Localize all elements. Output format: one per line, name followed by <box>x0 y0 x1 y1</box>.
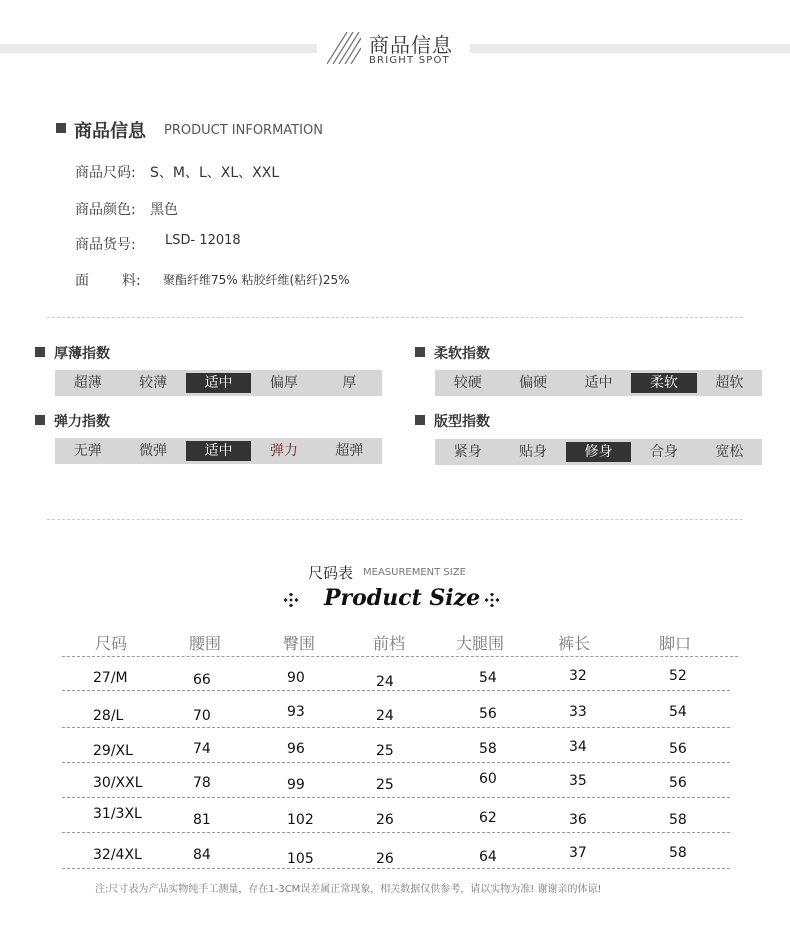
fit-option: 紧身 <box>453 444 482 460</box>
table-cell: 90 <box>287 670 305 686</box>
fit-title: 版型指数 <box>434 414 490 430</box>
elasticity-option: 弹力 <box>269 443 298 459</box>
softness-option: 偏硬 <box>519 375 548 391</box>
ornament-left-icon <box>284 593 298 607</box>
table-cell: 56 <box>669 775 687 791</box>
table-header-cell: 大腿围 <box>456 634 505 653</box>
table-cell: 56 <box>479 706 497 722</box>
table-header-cell: 臀围 <box>283 634 316 653</box>
table-cell: 64 <box>479 849 497 865</box>
table-cell: 24 <box>376 674 394 690</box>
table-cell: 30/XXL <box>93 775 143 791</box>
header-title: 商品信息 <box>369 33 453 57</box>
divider <box>47 519 743 520</box>
size-label: 商品尺码: <box>75 165 136 181</box>
thickness-bullet-icon <box>35 347 45 357</box>
softness-title: 柔软指数 <box>434 346 490 362</box>
thickness-option: 厚 <box>342 375 357 391</box>
table-cell: 99 <box>287 777 305 793</box>
table-cell: 56 <box>669 741 687 757</box>
table-cell: 37 <box>569 845 587 861</box>
table-cell: 32 <box>569 668 587 684</box>
softness-option: 柔软 <box>631 373 696 393</box>
table-row-line <box>62 832 730 833</box>
thickness-option: 偏厚 <box>269 375 298 391</box>
table-header-cell: 腰围 <box>189 634 222 653</box>
info-title: 商品信息 <box>74 121 146 142</box>
elasticity-bullet-icon <box>35 415 45 425</box>
table-cell: 35 <box>569 773 587 789</box>
product-size-script-title: Product Size <box>324 585 481 611</box>
fit-scale <box>435 439 762 465</box>
table-cell: 25 <box>376 777 394 793</box>
code-value: LSD- 12018 <box>165 233 241 248</box>
size-value: S、M、L、XL、XXL <box>150 165 280 181</box>
elasticity-option: 无弹 <box>73 443 102 459</box>
material-value: 聚酯纤维75% 粘胶纤维(粘纤)25% <box>163 273 350 287</box>
table-cell: 52 <box>669 668 687 684</box>
table-row-line <box>62 727 730 728</box>
table-row-line <box>62 797 730 798</box>
fit-option: 宽松 <box>715 444 744 460</box>
table-cell: 36 <box>569 812 587 828</box>
softness-bullet-icon <box>415 347 425 357</box>
table-header-cell: 裤长 <box>558 634 591 653</box>
table-cell: 58 <box>479 741 497 757</box>
table-cell: 33 <box>569 704 587 720</box>
color-value: 黑色 <box>150 202 178 218</box>
table-cell: 93 <box>287 704 305 720</box>
table-row-line <box>62 762 730 763</box>
softness-option: 较硬 <box>453 375 482 391</box>
table-cell: 74 <box>193 741 211 757</box>
header-bar-left <box>0 44 317 53</box>
table-cell: 81 <box>193 812 211 828</box>
table-cell: 25 <box>376 743 394 759</box>
table-cell: 34 <box>569 739 587 755</box>
table-cell: 70 <box>193 708 211 724</box>
table-cell: 66 <box>193 672 211 688</box>
thickness-title: 厚薄指数 <box>54 346 110 362</box>
thickness-option: 适中 <box>186 373 251 393</box>
table-cell: 54 <box>669 704 687 720</box>
table-cell: 28/L <box>93 708 124 724</box>
header-bar-right <box>470 44 790 53</box>
table-header-cell: 尺码 <box>95 634 128 653</box>
table-cell: 31/3XL <box>93 806 142 822</box>
table-cell: 54 <box>479 670 497 686</box>
elasticity-option: 适中 <box>186 441 251 461</box>
color-label: 商品颜色: <box>75 202 136 218</box>
thickness-option: 较薄 <box>139 375 168 391</box>
material-label-1: 面 <box>75 273 89 289</box>
divider <box>47 317 743 318</box>
table-cell: 24 <box>376 708 394 724</box>
softness-scale <box>435 370 762 396</box>
softness-option: 适中 <box>584 375 613 391</box>
table-cell: 62 <box>479 810 497 826</box>
fit-option: 合身 <box>649 444 678 460</box>
elasticity-option: 超弹 <box>335 443 364 459</box>
stripes-icon <box>327 32 361 64</box>
table-cell: 29/XL <box>93 743 133 759</box>
softness-option: 超软 <box>715 375 744 391</box>
table-header-line <box>62 656 738 657</box>
table-header-cell: 前档 <box>373 634 406 653</box>
info-title-en: PRODUCT INFORMATION <box>164 123 323 138</box>
thickness-option: 超薄 <box>73 375 102 391</box>
table-row-line <box>62 690 730 691</box>
fit-option: 贴身 <box>519 444 548 460</box>
thickness-scale <box>55 370 382 396</box>
elasticity-option: 微弹 <box>139 443 168 459</box>
table-cell: 105 <box>287 851 314 867</box>
table-cell: 96 <box>287 741 305 757</box>
table-cell: 102 <box>287 812 314 828</box>
table-cell: 60 <box>479 771 497 787</box>
table-cell: 58 <box>669 812 687 828</box>
info-bullet-icon <box>56 123 66 133</box>
size-table-title-en: MEASUREMENT SIZE <box>363 567 466 578</box>
table-cell: 26 <box>376 851 394 867</box>
table-cell: 26 <box>376 812 394 828</box>
elasticity-title: 弹力指数 <box>54 414 110 430</box>
table-cell: 58 <box>669 845 687 861</box>
header-subtitle: BRIGHT SPOT <box>369 55 450 66</box>
fit-option: 修身 <box>566 442 631 462</box>
elasticity-scale <box>55 438 382 464</box>
size-table-title: 尺码表 <box>308 564 354 582</box>
fit-bullet-icon <box>415 415 425 425</box>
table-header-cell: 脚口 <box>659 634 692 653</box>
material-label-2: 料: <box>122 273 141 289</box>
table-cell: 84 <box>193 847 211 863</box>
table-cell: 32/4XL <box>93 847 142 863</box>
size-note: 注:尺寸表为产品实物纯手工测量，存在1-3CM误差属正常现象，相关数据仅供参考，请以实物为准! 谢谢亲的体谅! <box>95 884 602 895</box>
table-cell: 78 <box>193 775 211 791</box>
table-cell: 27/M <box>93 670 128 686</box>
code-label: 商品货号: <box>75 237 136 253</box>
ornament-right-icon <box>485 593 499 607</box>
table-row-line <box>62 868 730 869</box>
